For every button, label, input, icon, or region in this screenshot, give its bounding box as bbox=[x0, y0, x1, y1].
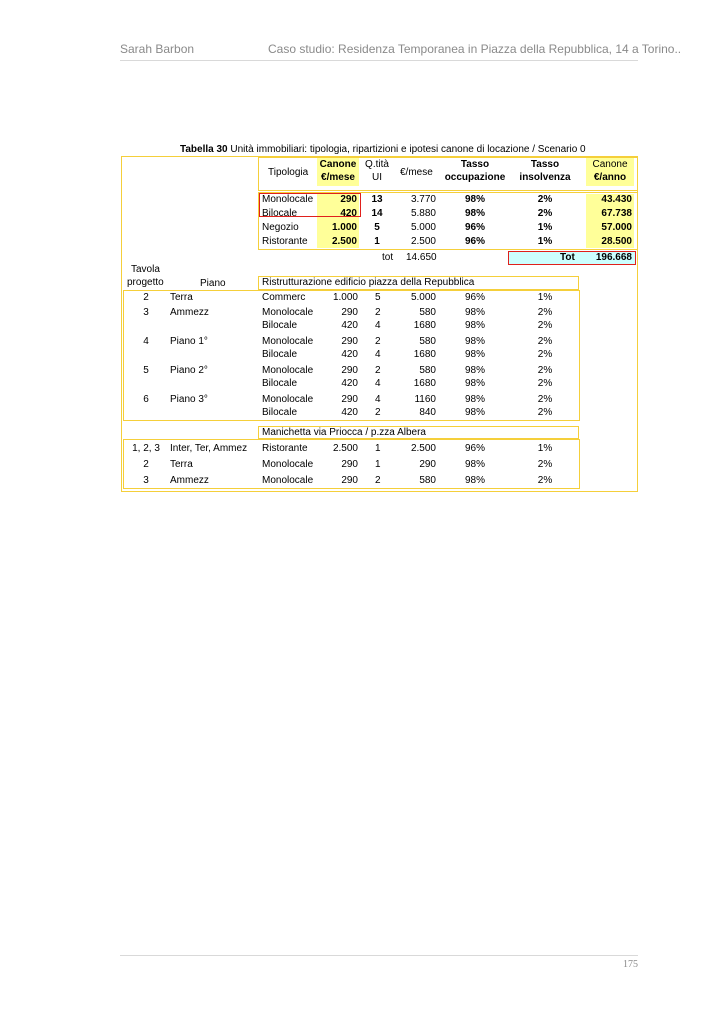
section1-title: Ristrutturazione edificio piazza della Repubblica bbox=[262, 277, 475, 288]
detail-ins: 2% bbox=[537, 349, 553, 360]
detail-canone: 290 bbox=[341, 459, 358, 470]
hdr-tipologia: Tipologia bbox=[268, 167, 309, 178]
detail-tavola: 2 bbox=[143, 292, 149, 303]
detail-occ: 96% bbox=[464, 292, 485, 303]
summary-mese: 5.880 bbox=[410, 208, 436, 219]
detail-tipologia: Monolocale bbox=[262, 459, 314, 470]
summary-anno: 57.000 bbox=[601, 222, 632, 233]
detail-qta: 4 bbox=[375, 320, 381, 331]
hdr-eurmese: €/mese bbox=[400, 167, 433, 178]
detail-tavola: 1, 2, 3 bbox=[132, 443, 160, 454]
detail-qta: 2 bbox=[375, 475, 381, 486]
caption-text: Unità immobiliari: tipologia, ripartizioni e ipotesi canone di locazione / Scenario 0 bbox=[227, 144, 586, 155]
detail-ins: 2% bbox=[537, 394, 553, 405]
page-number: 175 bbox=[623, 959, 638, 970]
detail-ins: 2% bbox=[537, 307, 553, 318]
hdr-tasso-ins-2: insolvenza bbox=[519, 172, 571, 183]
summary-ins: 1% bbox=[537, 222, 553, 233]
detail-piano: Inter, Ter, Ammez bbox=[170, 443, 248, 454]
detail-qta: 4 bbox=[375, 349, 381, 360]
detail-canone: 2.500 bbox=[332, 443, 358, 454]
hdr-qtita-1: Q.tità bbox=[365, 159, 389, 170]
summary-canone: 1.000 bbox=[331, 222, 357, 233]
caption-label: Tabella 30 bbox=[180, 144, 228, 155]
detail-canone: 290 bbox=[341, 336, 358, 347]
hdr-tasso-ins-1: Tasso bbox=[530, 159, 560, 170]
summary-mese: 3.770 bbox=[410, 194, 436, 205]
summary-canone: 2.500 bbox=[331, 236, 357, 247]
detail-tavola: 2 bbox=[143, 459, 149, 470]
detail-canone: 290 bbox=[341, 307, 358, 318]
detail-piano: Piano 1° bbox=[170, 336, 208, 347]
detail-tavola: 6 bbox=[143, 394, 149, 405]
detail-canone: 420 bbox=[341, 378, 358, 389]
tot-label: tot bbox=[382, 252, 394, 263]
summary-anno: 67.738 bbox=[601, 208, 632, 219]
detail-ins: 1% bbox=[537, 443, 553, 454]
detail-ins: 2% bbox=[537, 365, 553, 376]
detail-qta: 2 bbox=[375, 307, 381, 318]
hdr-canone-1: Canone bbox=[319, 159, 357, 170]
detail-mese: 2.500 bbox=[410, 443, 436, 454]
tot-mese: 14.650 bbox=[406, 252, 437, 263]
detail-qta: 2 bbox=[375, 407, 381, 418]
summary-tipologia: Bilocale bbox=[262, 208, 298, 219]
detail-mese: 580 bbox=[419, 365, 436, 376]
detail-canone: 290 bbox=[341, 394, 358, 405]
detail-mese: 840 bbox=[419, 407, 436, 418]
detail-tavola: 4 bbox=[143, 336, 149, 347]
detail-canone: 420 bbox=[341, 349, 358, 360]
detail-tipologia: Bilocale bbox=[262, 320, 298, 331]
summary-mese: 5.000 bbox=[410, 222, 436, 233]
summary-mese: 2.500 bbox=[410, 236, 436, 247]
header-author: Sarah Barbon bbox=[120, 42, 195, 56]
detail-tipologia: Monolocale bbox=[262, 336, 314, 347]
header-title: Caso studio: Residenza Temporanea in Piazza della Repubblica, 14 a Torino.. bbox=[268, 42, 682, 56]
detail-mese: 1680 bbox=[413, 378, 436, 389]
detail-tipologia: Ristorante bbox=[262, 443, 308, 454]
detail-qta: 2 bbox=[375, 336, 381, 347]
detail-occ: 98% bbox=[464, 459, 485, 470]
hdr-canone-anno-2: €/anno bbox=[593, 172, 627, 183]
detail-tipologia: Bilocale bbox=[262, 378, 298, 389]
detail-canone: 420 bbox=[341, 320, 358, 331]
detail-mese: 290 bbox=[419, 459, 436, 470]
detail-piano: Terra bbox=[170, 292, 193, 303]
hdr-qtita-2: UI bbox=[372, 172, 382, 183]
detail-mese: 5.000 bbox=[410, 292, 436, 303]
tot-anno-value: 196.668 bbox=[595, 252, 632, 263]
detail-occ: 98% bbox=[464, 365, 485, 376]
detail-ins: 2% bbox=[537, 378, 553, 389]
detail-occ: 98% bbox=[464, 307, 485, 318]
detail-tavola: 3 bbox=[143, 475, 149, 486]
hdr-canone-2: €/mese bbox=[321, 172, 355, 183]
summary-qta: 5 bbox=[374, 222, 380, 233]
summary-tipologia: Ristorante bbox=[262, 236, 308, 247]
summary-tipologia: Monolocale bbox=[262, 194, 314, 205]
detail-occ: 96% bbox=[464, 443, 485, 454]
col-tavola-1: Tavola bbox=[131, 264, 160, 275]
detail-mese: 580 bbox=[419, 307, 436, 318]
summary-ins: 2% bbox=[537, 208, 553, 219]
detail-qta: 1 bbox=[375, 459, 381, 470]
summary-canone: 420 bbox=[340, 208, 357, 219]
summary-tipologia: Negozio bbox=[262, 222, 299, 233]
summary-canone: 290 bbox=[340, 194, 357, 205]
detail-occ: 98% bbox=[464, 320, 485, 331]
detail-qta: 1 bbox=[375, 443, 381, 454]
detail-tipologia: Monolocale bbox=[262, 365, 314, 376]
detail-mese: 1160 bbox=[414, 394, 436, 405]
detail-occ: 98% bbox=[464, 407, 485, 418]
detail-ins: 2% bbox=[537, 459, 553, 470]
detail-piano: Piano 2° bbox=[170, 365, 208, 376]
detail-occ: 98% bbox=[464, 336, 485, 347]
detail-qta: 4 bbox=[375, 378, 381, 389]
summary-ins: 2% bbox=[537, 194, 553, 205]
summary-anno: 28.500 bbox=[601, 236, 632, 247]
detail-canone: 290 bbox=[341, 475, 358, 486]
detail-occ: 98% bbox=[464, 349, 485, 360]
summary-occ: 98% bbox=[464, 194, 485, 205]
detail-tavola: 3 bbox=[143, 307, 149, 318]
summary-anno: 43.430 bbox=[601, 194, 632, 205]
detail-mese: 1680 bbox=[413, 320, 436, 331]
detail-mese: 1680 bbox=[413, 349, 436, 360]
detail-tipologia: Monolocale bbox=[262, 394, 314, 405]
detail-piano: Terra bbox=[170, 459, 193, 470]
summary-qta: 1 bbox=[374, 236, 380, 247]
detail-occ: 98% bbox=[464, 394, 485, 405]
hdr-tasso-occ-1: Tasso bbox=[460, 159, 490, 170]
detail-tipologia: Bilocale bbox=[262, 349, 298, 360]
detail-piano: Ammezz bbox=[170, 307, 209, 318]
summary-occ: 98% bbox=[464, 208, 485, 219]
hdr-tasso-occ-2: occupazione bbox=[444, 172, 506, 183]
detail-piano: Piano 3° bbox=[170, 394, 208, 405]
detail-occ: 98% bbox=[464, 378, 485, 389]
detail-tipologia: Monolocale bbox=[262, 475, 314, 486]
summary-qta: 14 bbox=[371, 208, 383, 219]
detail-mese: 580 bbox=[419, 336, 436, 347]
detail-piano: Ammezz bbox=[170, 475, 209, 486]
detail-occ: 98% bbox=[464, 475, 485, 486]
col-tavola-2: progetto bbox=[127, 277, 164, 288]
hdr-canone-anno-1: Canone bbox=[592, 159, 628, 170]
tot-anno-label: Tot bbox=[560, 252, 575, 263]
section2-title: Manichetta via Priocca / p.zza Albera bbox=[262, 427, 426, 438]
detail-ins: 2% bbox=[537, 407, 553, 418]
col-piano: Piano bbox=[200, 278, 226, 289]
detail-canone: 420 bbox=[341, 407, 358, 418]
detail-ins: 2% bbox=[537, 336, 553, 347]
detail-ins: 1% bbox=[537, 292, 553, 303]
detail-qta: 2 bbox=[375, 365, 381, 376]
detail-tipologia: Monolocale bbox=[262, 307, 314, 318]
summary-occ: 96% bbox=[464, 236, 485, 247]
summary-qta: 13 bbox=[371, 194, 383, 205]
summary-occ: 96% bbox=[464, 222, 485, 233]
detail-mese: 580 bbox=[419, 475, 436, 486]
detail-canone: 1.000 bbox=[332, 292, 358, 303]
detail-tavola: 5 bbox=[143, 365, 149, 376]
detail-qta: 5 bbox=[375, 292, 381, 303]
detail-ins: 2% bbox=[537, 320, 553, 331]
summary-ins: 1% bbox=[537, 236, 553, 247]
detail-qta: 4 bbox=[375, 394, 381, 405]
detail-tipologia: Bilocale bbox=[262, 407, 298, 418]
detail-canone: 290 bbox=[341, 365, 358, 376]
footer-divider bbox=[120, 955, 638, 956]
detail-tipologia: Commerc bbox=[262, 292, 306, 303]
detail-ins: 2% bbox=[537, 475, 553, 486]
